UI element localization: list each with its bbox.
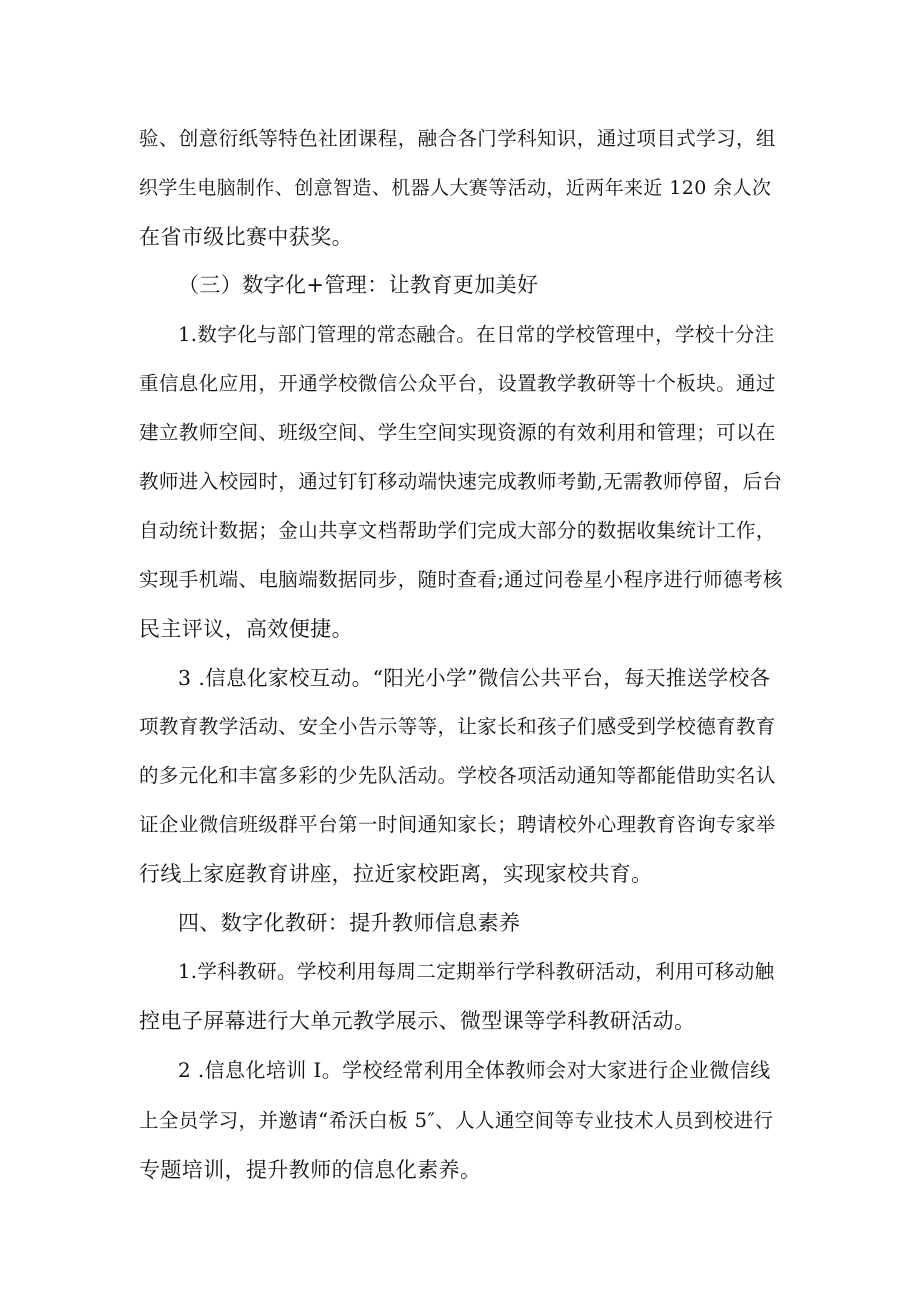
text-line: 建立教师空间、班级空间、学生空间实现资源的有效利用和管理；可以在 — [139, 421, 776, 444]
text-line: 1.学科教研。学校利用每周二定期举行学科教研活动，利用可移动触 — [178, 960, 775, 983]
text-line: 自动统计数据；金山共享文档帮助学们完成大部分的数据收集统计工作， — [139, 519, 776, 542]
text-line: 控电子屏幕进行大单元教学展示、微型课等学科教研活动。 — [139, 1009, 696, 1033]
text-line: 3 .信息化家校互动。“阳光小学”微信公共平台，每天推送学校各 — [178, 666, 771, 690]
text-line: 行线上家庭教育讲座，拉近家校距离，实现家校共育。 — [139, 862, 653, 886]
text-line: 织学生电脑制作、创意智造、机器人大赛等活动，近两年来近 120 余人次 — [139, 177, 772, 199]
text-line: 教师进入校园时，通过钉钉移动端快速完成教师考勤,无需教师停留，后台 — [139, 470, 783, 493]
text-line: 证企业微信班级群平台第一时间通知家长；聘请校外心理教育咨询专家举 — [139, 813, 776, 836]
section-heading: （三）数字化+管理：让教育更加美好 — [178, 273, 539, 297]
text-line: 项教育教学活动、安全小告示等等，让家长和孩子们感受到学校德育教育 — [139, 715, 776, 738]
text-line: 民主评议，高效便捷。 — [139, 617, 353, 641]
text-line: 验、创意衍纸等特色社团课程，融合各门学科知识，通过项目式学习，组 — [139, 127, 776, 150]
text-line: 的多元化和丰富多彩的少先队活动。学校各项活动通知等都能借助实名认 — [139, 764, 776, 787]
text-line: 在省市级比赛中获奖。 — [139, 225, 353, 249]
text-line: 上全员学习，并邀请“希沃白板 5″、人人通空间等专业技术人员到校进行 — [139, 1109, 774, 1132]
section-heading: 四、数字化教研：提升教师信息素养 — [178, 911, 521, 935]
text-line: 重信息化应用，开通学校微信公众平台，设置教学教研等十个板块。通过 — [139, 372, 776, 395]
text-line: 2 .信息化培训 I。学校经常利用全体教师会对大家进行企业微信线 — [178, 1058, 771, 1082]
text-line: 实现手机端、电脑端数据同步，随时查看;通过问卷星小程序进行师德考核 — [139, 568, 783, 591]
text-line: 1.数字化与部门管理的常态融合。在日常的学校管理中，学校十分注 — [178, 323, 775, 346]
text-line: 专题培训，提升教师的信息化素养。 — [139, 1158, 482, 1182]
